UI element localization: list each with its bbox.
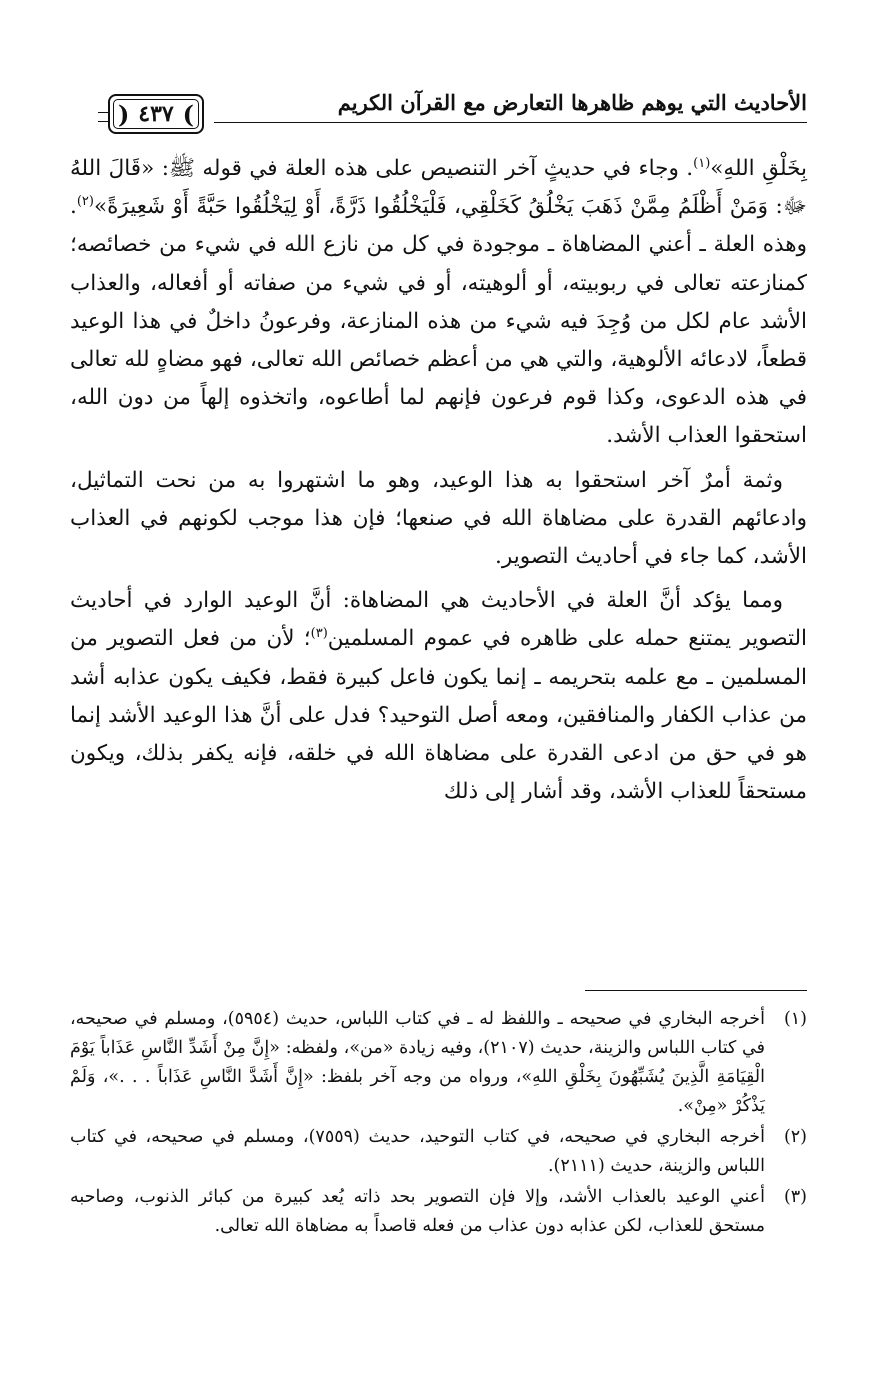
paragraph-1-start: بِخَلْقِ اللهِ»	[710, 156, 807, 181]
footnote-text: أخرجه البخاري في صحيحه، في كتاب التوحيد، حديث (٧٥٥٩)، ومسلم في صحيحه، في كتاب اللباس والزينة، حديث (٢١١١).	[70, 1127, 765, 1176]
footnotes	[70, 1005, 807, 1243]
header-rule	[214, 122, 807, 123]
paragraph-3-end: ؛ لأن من فعل التصوير من المسلمين ـ مع علمه بتحريمه ـ إنما يكون فاعل كبيرة فقط، فكيف يكون عذابه أشد من عذاب الكفار والمنافقين، ومعه أصل التوحيد؟ فدل على أنَّ هذا الوعيد الأشد إنما هو في حق من ادعى القدرة على مضاهاة الله في خلقه، فإنه يكفر بذلك، ويكون مستحقاً للعذاب الأشد، وقد أشار إلى ذلك	[70, 626, 807, 805]
footnote-2	[70, 1123, 807, 1181]
footnote-text: أعني الوعيد بالعذاب الأشد، وإلا فإن التصوير بحد ذاته يُعد كبيرة من كبائر الذنوب، وصاحبه مستحق للعذاب، لكن عذابه دون عذاب من فعله قاصداً به مضاهاة الله تعالى.	[70, 1187, 765, 1236]
footnote-3	[70, 1183, 807, 1241]
header-double-rule	[98, 112, 108, 122]
main-text	[70, 150, 807, 811]
paragraph-3	[70, 582, 807, 811]
running-title: الأحاديث التي يوهم ظاهرها التعارض مع القرآن الكريم	[337, 90, 807, 115]
page-number-left-bracket: (	[118, 100, 130, 129]
footnote-number: (١)	[783, 1009, 807, 1029]
page-number-frame	[108, 94, 204, 134]
footnote-ref-2[interactable]: (٢)	[76, 194, 94, 210]
footnote-separator	[585, 990, 807, 991]
paragraph-2: وثمة أمرٌ آخر استحقوا به هذا الوعيد، وهو ما اشتهروا به من نحت التماثيل، وادعائهم القدرة على مضاهاة الله في صنعها؛ فإن هذا موجب لكونهم في العذاب الأشد، كما جاء في أحاديث التصوير.	[70, 467, 807, 570]
paragraph-1-middle: . وجاء في حديثٍ آخر التنصيص على هذه العلة في قوله ﷺ: «قَالَ اللهُ ﷻ: وَمَنْ أَظْلَمُ مِمَّنْ ذَهَبَ يَخْلُقُ كَخَلْقِي، فَلْيَخْلُقُوا ذَرَّةً، أَوْ لِيَخْلُقُوا حَبَّةً أَوْ شَعِيرَةً»	[70, 156, 807, 220]
page-header	[98, 82, 807, 142]
page-number-right-bracket: )	[182, 100, 194, 129]
paragraph-1-end: . وهذه العلة ـ أعني المضاهاة ـ موجودة في كل من نازع الله في شيء من خصائصه؛ كمنازعته تعالى في ربوبيته، أو ألوهيته، أو في شيء من صفاته أو أفعاله، والعذاب الأشد عام لكل من وُجِدَ فيه شيء من هذه المنازعة، وفرعونُ داخلٌ في هذا الوعيد قطعاً، لادعائه الألوهية، والتي هي من أعظم خصائص الله تعالى، فهو مضاهٍ لله تعالى في هذه الدعوى، وكذا قوم فرعون فإنهم لما أطاعوه، واتخذوه إلهاً من دون الله، استحقوا العذاب الأشد.	[70, 194, 807, 449]
paragraph-3-start: ومما يؤكد أنَّ العلة في الأحاديث هي المضاهاة: أنَّ الوعيد الوارد في أحاديث التصوير يمتنع حمله على ظاهره في عموم المسلمين	[70, 588, 807, 652]
footnote-ref-3[interactable]: (٣)	[310, 626, 328, 642]
footnote-number: (٣)	[783, 1187, 807, 1207]
footnote-number: (٢)	[783, 1127, 807, 1147]
page-number: ٤٣٧	[138, 101, 174, 127]
footnote-ref-1[interactable]: (١)	[693, 155, 711, 171]
paragraph-1	[70, 150, 807, 456]
footnote-1	[70, 1005, 807, 1121]
footnote-text: أخرجه البخاري في صحيحه ـ واللفظ له ـ في كتاب اللباس، حديث (٥٩٥٤)، ومسلم في صحيحه، في كتاب اللباس والزينة، حديث (٢١٠٧)، وفيه زيادة «من»، ولفظه: «إِنَّ مِنْ أَشَدِّ النَّاسِ عَذَاباً يَوْمَ الْقِيَامَةِ الَّذِينَ يُشَبِّهُونَ بِخَلْقِ اللهِ»، ورواه من وجه آخر بلفظ: «إِنَّ أَشَدَّ النَّاسِ عَذَاباً . . .»، وَلَمْ يَذْكُرْ «مِنْ».	[70, 1009, 765, 1116]
